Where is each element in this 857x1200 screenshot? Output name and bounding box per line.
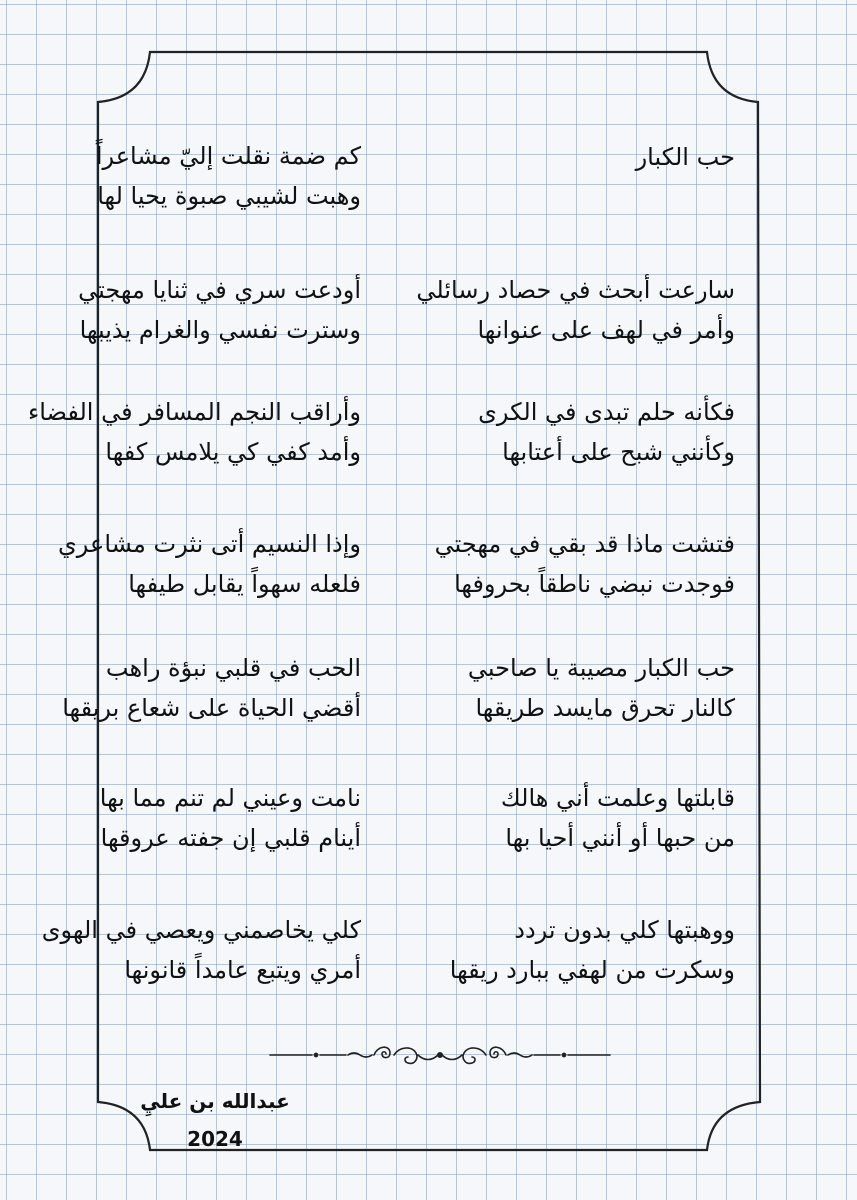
verse-line: فتشت ماذا قد بقي في مهجتي <box>434 530 735 558</box>
verse-line: وأراقب النجم المسافر في الفضاء <box>27 398 361 426</box>
verse-line: أينام قلبي إن جفته عروقها <box>100 824 361 852</box>
verse-line: وسترت نفسي والغرام يذيبها <box>79 316 361 344</box>
verse-line: وسكرت من لهفي ببارد ريقها <box>449 956 735 984</box>
verse-line: الحب في قلبي نبؤة راهب <box>105 654 361 682</box>
verse-line: وهبت لشيبي صبوة يحيا لها <box>97 182 361 210</box>
verse-line: أودعت سري في ثنايا مهجتي <box>78 276 361 304</box>
stanza-left-2 <box>21 270 361 350</box>
verse-line: من حبها أو أنني أحيا بها <box>505 824 735 852</box>
verse-line: فوجدت نبضي ناطقاً بحروفها <box>454 570 735 598</box>
verse-line: نامت وعيني لم تنم مما بها <box>99 784 361 812</box>
verse-line: كالنار تحرق مايسد طريقها <box>475 694 735 722</box>
stanza-right-4 <box>415 648 735 728</box>
stanza-right-6 <box>415 910 735 990</box>
verse-line: وكأنني شبح على أعتابها <box>502 438 735 466</box>
verse-line: ووهبتها كلي بدون تردد <box>514 916 735 944</box>
stanza-left-5 <box>21 648 361 728</box>
verse-line: سارعت أبحث في حصاد رسائلي <box>416 276 735 304</box>
verse-line: قابلتها وعلمت أني هالك <box>500 784 735 812</box>
stanza-right-1 <box>415 270 735 350</box>
year: 2024 <box>187 1127 243 1151</box>
verse-line: وأمد كفي كي يلامس كفها <box>105 438 361 466</box>
stanza-left-4 <box>21 524 361 604</box>
verse-line: وإذا النسيم أتى نثرت مشاعري <box>57 530 361 558</box>
stanza-left-7 <box>21 910 361 990</box>
verse-line: فلعله سهواً يقابل طيفها <box>128 570 361 598</box>
signature-block <box>100 1086 330 1154</box>
stanza-left-1 <box>21 136 361 216</box>
verse-line: أمري ويتبع عامداً قانونها <box>124 956 361 984</box>
author-name: عبدالله بن عليِ <box>140 1089 290 1113</box>
stanza-right-3 <box>415 524 735 604</box>
stanza-left-3 <box>21 392 361 472</box>
verse-line: وأمر في لهف على عنوانها <box>477 316 735 344</box>
poem-title: حب الكبار <box>635 143 735 171</box>
verse-line: أقضي الحياة على شعاع بريقها <box>62 694 361 722</box>
ornament-divider <box>268 1040 612 1070</box>
verse-line: كلي يخاصمني ويعصي في الهوى <box>41 916 361 944</box>
verse-line: فكأنه حلم تبدى في الكرى <box>478 398 735 426</box>
verse-line: كم ضمة نقلت إليّ مشاعراً <box>95 142 361 170</box>
stanza-right-5 <box>415 778 735 858</box>
stanza-right-2 <box>415 392 735 472</box>
stanza-left-6 <box>21 778 361 858</box>
verse-line: حب الكبار مصيبة يا صاحبي <box>467 654 735 682</box>
